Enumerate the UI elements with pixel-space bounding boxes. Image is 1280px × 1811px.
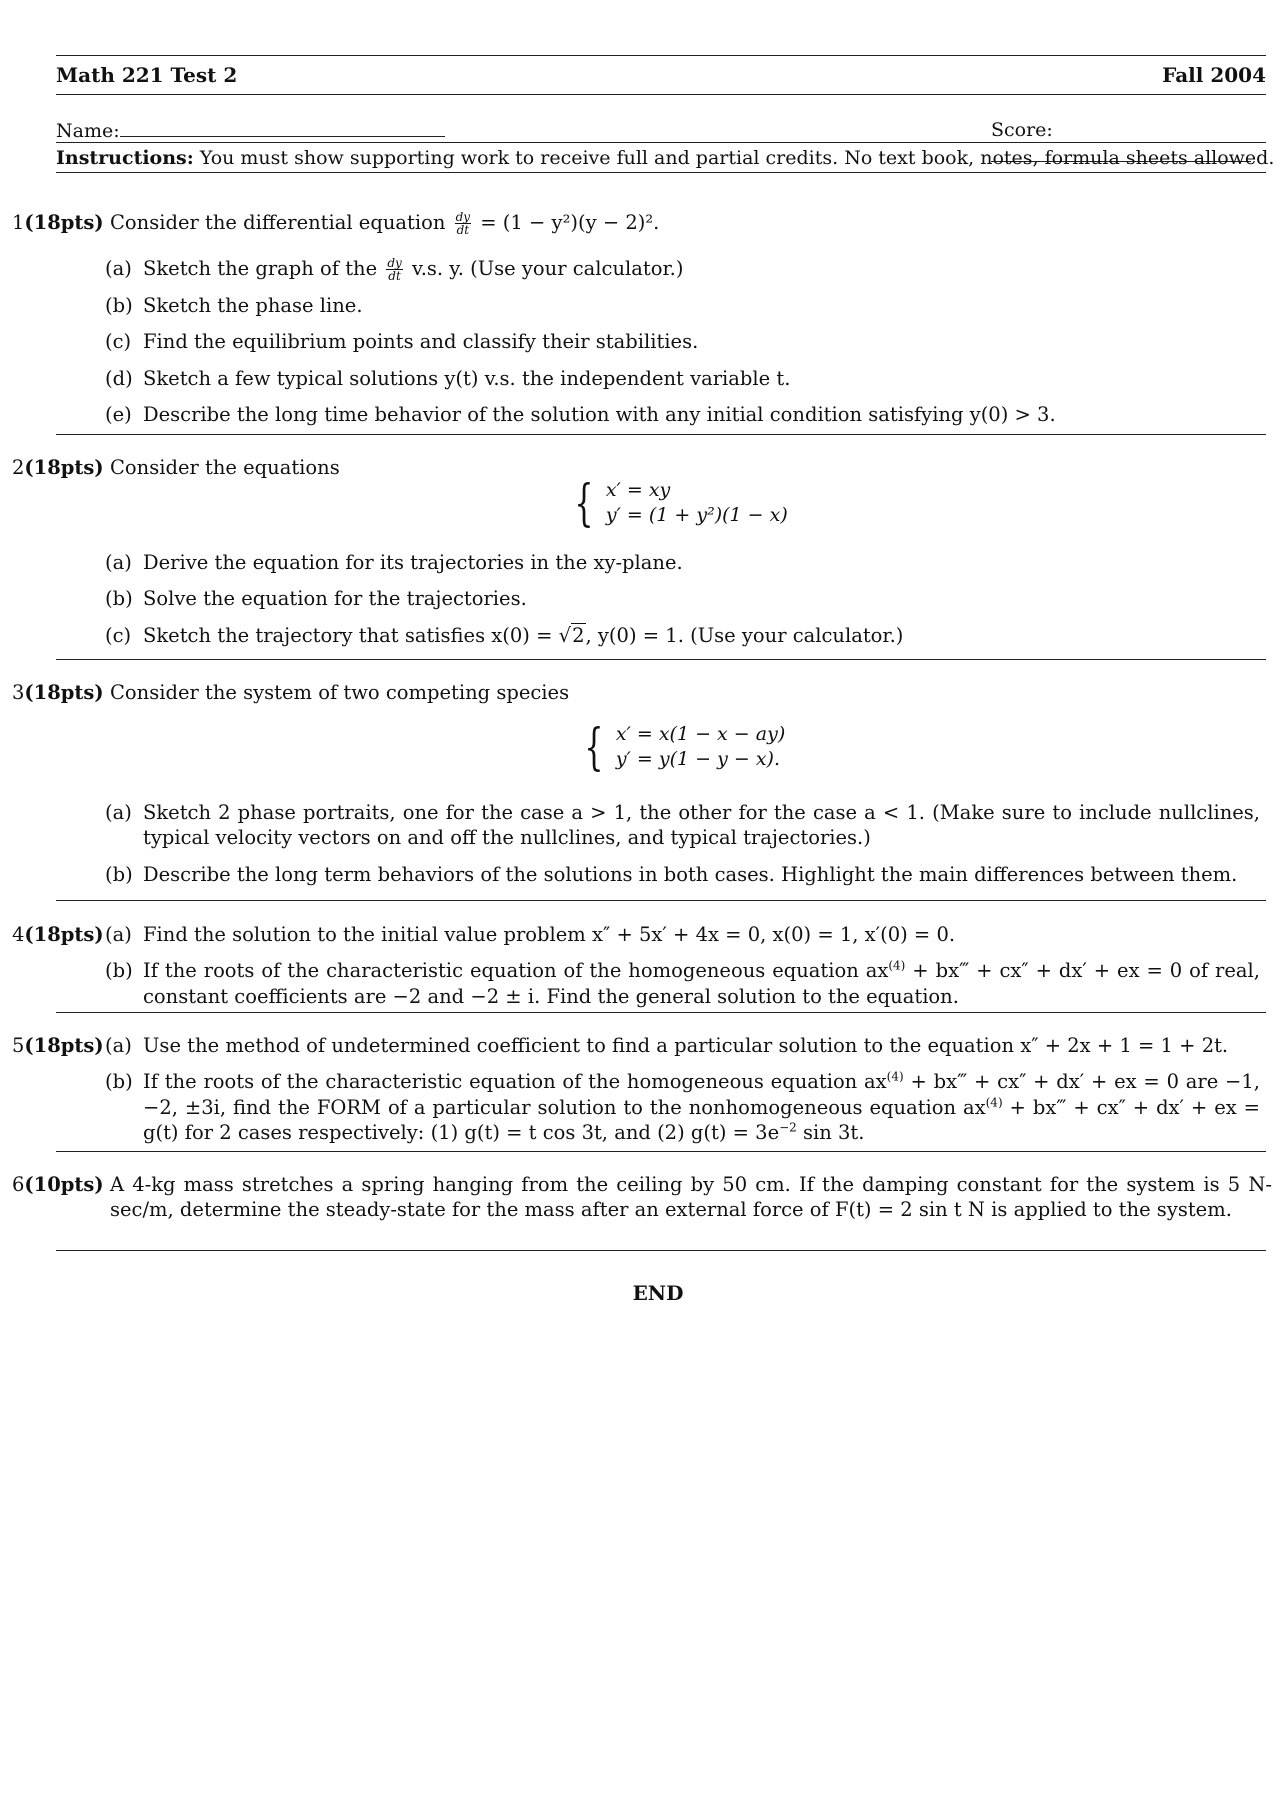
part-b: (b) Describe the long term behaviors of the solutions in both cases. Highlight the main differences between them.: [105, 862, 1238, 886]
problem-intro: Consider the differential equation $\frac{dy}{dt}$ = (1 − y²)(y − 2)².: [110, 210, 660, 237]
problem-1-parts: [105, 256, 1260, 438]
part-d: (d) Sketch a few typical solutions y(t) v.s. the independent variable t.: [105, 366, 791, 390]
instructions-text: You must show supporting work to receive full and partial credits. No text book, notes, formula sheets allowed.: [199, 147, 1275, 169]
course-title: Math 221 Test 2: [56, 63, 238, 87]
score-label: Score:: [991, 119, 1053, 141]
problem-label: 4(18pts): [12, 923, 104, 946]
part-c: (c) Find the equilibrium points and classify their stabilities.: [105, 330, 699, 354]
dy-dt-fraction: $\frac{dy}{dt}$: [387, 256, 402, 283]
separator-2: [56, 659, 1266, 660]
instructions-label: Instructions:: [56, 147, 194, 169]
sqrt-2: √2: [558, 623, 585, 647]
instructions: [56, 146, 1275, 171]
separator-1: [56, 434, 1266, 435]
top-rule: [56, 55, 1266, 56]
name-label: Name:: [56, 120, 120, 142]
part-b: (b) If the roots of the characteristic equation of the homogeneous equation $ax^{(4)}$ + bx‴ + cx″ + dx′ + ex = 0 of real, constant coefficients are −2 and −2 ± i. Find the general solution to the equation.: [105, 958, 1260, 1008]
part-a: (a) Find the solution to the initial value problem x″ + 5x′ + 4x = 0, x(0) = 1, x′(0) = 0.: [105, 923, 956, 946]
part-a: (a) Sketch the graph of the $\frac{dy}{dt}$ v.s. y. (Use your calculator.): [105, 256, 684, 283]
problem-label: 6(10pts): [12, 1173, 104, 1196]
header-rule: [56, 94, 1266, 95]
brace-icon: {: [584, 718, 604, 776]
problem-label: 3(18pts): [12, 681, 104, 704]
part-a: (a) Derive the equation for its trajectories in the xy-plane.: [105, 551, 683, 574]
part-b: (b) If the roots of the characteristic equation of the homogeneous equation $ax^{(4)}$ + bx‴ + cx″ + dx′ + ex = 0 are −1, −2, ±3i, find the FORM of a particular solution to the nonhomogeneous equation $ax^{(4)}$ + bx‴ + cx″ + dx′ + ex = g(t) for 2 cases respectively: (1) g(t) = t cos 3t, and (2) $g(t) = 3e^{-2}$ sin 3t.: [105, 1069, 1261, 1145]
part-b: (b) Sketch the phase line.: [105, 294, 363, 317]
dy-dt-fraction: $\frac{dy}{dt}$: [455, 210, 471, 237]
problem-label: 5(18pts): [12, 1034, 104, 1057]
problem-5-parts: [105, 1033, 1260, 1156]
term: Fall 2004: [1162, 63, 1266, 87]
instr-bottom-rule: [56, 172, 1266, 173]
equation-system: { x′ = x(1 − x − ay) y′ = y(1 − y − x).: [584, 718, 786, 776]
part-a: (a) Sketch 2 phase portraits, one for the case a > 1, the other for the case a < 1. (Make sure to include nullclines, typical velocity vectors on and off the nullclines, and typical trajectories.): [105, 801, 1260, 850]
problem-2-parts: [105, 550, 1260, 659]
part-c: (c) Sketch the trajectory that satisfies x(0) = √2, y(0) = 1. (Use your calculator.): [105, 623, 904, 647]
header: [56, 62, 1266, 88]
separator-4: [56, 1012, 1266, 1013]
name-field[interactable]: [56, 118, 445, 144]
brace-icon: {: [574, 474, 594, 532]
part-b: (b) Solve the equation for the trajectories.: [105, 587, 527, 611]
instr-top-rule: [56, 142, 1266, 143]
problem-label: 2(18pts): [12, 456, 104, 479]
part-a: (a) Use the method of undetermined coefficient to find a particular solution to the equation x″ + 2x + 1 = 1 + 2t.: [105, 1034, 1229, 1057]
problem-intro: Consider the system of two competing species: [110, 681, 570, 704]
part-e: (e) Describe the long time behavior of the solution with any initial condition satisfying y(0) > 3.: [105, 403, 1056, 427]
problem-label: 1(18pts): [12, 211, 104, 234]
problem-3-parts: [105, 800, 1260, 898]
problem-4-parts: [105, 922, 1260, 1020]
end-label: END: [632, 1281, 684, 1305]
problem-intro: Consider the equations: [110, 456, 340, 479]
separator-3: [56, 900, 1266, 901]
bottom-rule: [56, 1250, 1266, 1251]
equation-system: { x′ = xy y′ = (1 + y²)(1 − x): [574, 474, 788, 532]
problem-text: A 4-kg mass stretches a spring hanging from the ceiling by 50 cm. If the damping constant for the system is 5 N-sec/m, determine the steady-state for the mass after an external force of F(t) = 2 sin t N is applied to the system.: [110, 1173, 1272, 1222]
separator-5: [56, 1151, 1266, 1152]
